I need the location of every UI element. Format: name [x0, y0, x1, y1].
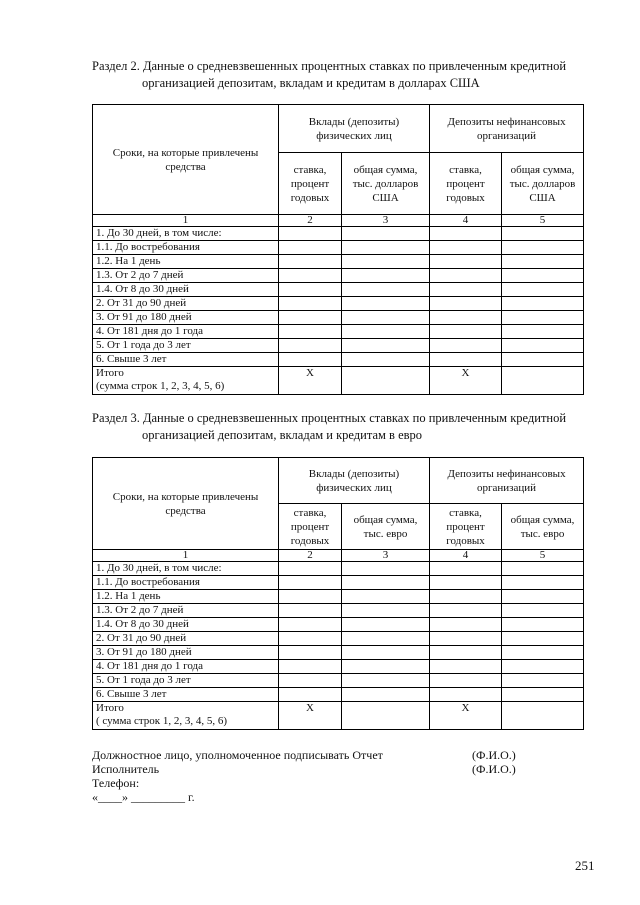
column-number: 2	[279, 215, 342, 227]
rate-header: ставка, процент годовых	[279, 504, 342, 550]
empty-cell	[430, 227, 502, 241]
table-row	[93, 576, 584, 590]
column-number: 1	[93, 215, 279, 227]
empty-cell	[279, 339, 342, 353]
row-label: 3. От 91 до 180 дней	[93, 311, 279, 325]
empty-cell	[430, 283, 502, 297]
row-label: 6. Свыше 3 лет	[93, 688, 279, 702]
empty-cell	[430, 297, 502, 311]
table-row	[93, 269, 584, 283]
empty-cell	[342, 227, 430, 241]
total-sum-header: общая сумма, тыс. евро	[502, 504, 584, 550]
group-individuals-header: Вклады (депозиты) физических лиц	[279, 105, 430, 153]
empty-cell	[279, 590, 342, 604]
row-label: 1.2. На 1 день	[93, 590, 279, 604]
table-row	[93, 311, 584, 325]
column-number: 1	[93, 550, 279, 562]
empty-cell	[430, 646, 502, 660]
empty-cell	[279, 241, 342, 255]
empty-cell	[342, 297, 430, 311]
row-label: 1.3. От 2 до 7 дней	[93, 604, 279, 618]
empty-cell	[279, 618, 342, 632]
row-label: 4. От 181 дня до 1 года	[93, 660, 279, 674]
empty-cell	[342, 353, 430, 367]
total-sum-header: общая сумма, тыс. долларов США	[342, 153, 430, 215]
empty-cell	[279, 255, 342, 269]
empty-cell	[279, 269, 342, 283]
row-label: 5. От 1 года до 3 лет	[93, 339, 279, 353]
column-numbers-row	[93, 550, 584, 562]
empty-cell	[342, 604, 430, 618]
total-label-line1: Итого	[96, 702, 124, 714]
col-terms-header: Сроки, на которые привлечены средства	[93, 458, 279, 550]
empty-cell	[430, 269, 502, 283]
empty-cell	[279, 576, 342, 590]
empty-cell	[502, 283, 584, 297]
group-nonfinancial-header: Депозиты нефинансовых организаций	[430, 458, 584, 504]
empty-cell	[279, 353, 342, 367]
column-number: 5	[502, 215, 584, 227]
empty-cell	[502, 311, 584, 325]
row-label: 1.1. До востребования	[93, 241, 279, 255]
empty-cell	[342, 646, 430, 660]
empty-cell	[342, 674, 430, 688]
table-row	[93, 674, 584, 688]
total-row	[93, 702, 584, 730]
rate-header: ставка, процент годовых	[279, 153, 342, 215]
page-number: 251	[575, 858, 595, 873]
empty-cell	[430, 632, 502, 646]
table-row	[93, 297, 584, 311]
empty-cell	[502, 632, 584, 646]
empty-cell	[502, 590, 584, 604]
phone-label: Телефон:	[92, 776, 140, 790]
empty-cell	[279, 660, 342, 674]
table-row	[93, 646, 584, 660]
total-sum-header: общая сумма, тыс. долларов США	[502, 153, 584, 215]
empty-cell	[502, 353, 584, 367]
total-label	[93, 702, 279, 730]
group-individuals-header: Вклады (депозиты) физических лиц	[279, 458, 430, 504]
empty-cell	[502, 339, 584, 353]
table-row	[93, 255, 584, 269]
empty-cell	[279, 688, 342, 702]
total-rate-mark: X	[430, 702, 502, 730]
empty-cell	[279, 227, 342, 241]
section3-title-line1: Раздел 3. Данные о средневзвешенных процентных ставках по привлеченным кредитной	[92, 411, 567, 425]
empty-cell	[502, 688, 584, 702]
empty-cell	[430, 688, 502, 702]
empty-cell	[502, 576, 584, 590]
empty-cell	[279, 562, 342, 576]
empty-cell	[502, 241, 584, 255]
empty-cell	[279, 632, 342, 646]
empty-cell	[502, 646, 584, 660]
empty-cell	[342, 283, 430, 297]
empty-cell	[502, 604, 584, 618]
empty-cell	[342, 325, 430, 339]
row-label: 1.2. На 1 день	[93, 255, 279, 269]
total-sum-cell	[502, 367, 584, 395]
total-label-line1: Итого	[96, 367, 124, 379]
empty-cell	[430, 660, 502, 674]
section3-heading	[92, 410, 602, 444]
executor-label: Исполнитель	[92, 762, 160, 776]
group-nonfinancial-header: Депозиты нефинансовых организаций	[430, 105, 584, 153]
column-number: 4	[430, 550, 502, 562]
col-terms-header: Сроки, на которые привлечены средства	[93, 105, 279, 215]
rate-header: ставка, процент годовых	[430, 153, 502, 215]
empty-cell	[502, 269, 584, 283]
table-row	[93, 339, 584, 353]
row-label: 2. От 31 до 90 дней	[93, 632, 279, 646]
empty-cell	[342, 660, 430, 674]
empty-cell	[502, 660, 584, 674]
empty-cell	[502, 618, 584, 632]
empty-cell	[502, 255, 584, 269]
table-row	[93, 604, 584, 618]
empty-cell	[430, 353, 502, 367]
empty-cell	[502, 227, 584, 241]
empty-cell	[430, 576, 502, 590]
empty-cell	[342, 632, 430, 646]
table-row	[93, 660, 584, 674]
empty-cell	[502, 297, 584, 311]
row-label: 1.4. От 8 до 30 дней	[93, 618, 279, 632]
executor-fio: (Ф.И.О.)	[472, 762, 516, 776]
table-row	[93, 353, 584, 367]
empty-cell	[279, 604, 342, 618]
row-label: 2. От 31 до 90 дней	[93, 297, 279, 311]
table-row	[93, 618, 584, 632]
empty-cell	[430, 562, 502, 576]
empty-cell	[279, 283, 342, 297]
row-label: 1. До 30 дней, в том числе:	[93, 562, 279, 576]
table-row	[93, 325, 584, 339]
total-rate-mark: X	[279, 702, 342, 730]
official-label: Должностное лицо, уполномоченное подписывать Отчет	[92, 748, 383, 762]
empty-cell	[279, 297, 342, 311]
empty-cell	[342, 255, 430, 269]
table-row	[93, 227, 584, 241]
section2-title-line1: Раздел 2. Данные о средневзвешенных процентных ставках по привлеченным кредитной	[92, 59, 567, 73]
total-sum-header: общая сумма, тыс. евро	[342, 504, 430, 550]
rate-header: ставка, процент годовых	[430, 504, 502, 550]
total-rate-mark: X	[279, 367, 342, 395]
table-row	[93, 562, 584, 576]
table-row	[93, 632, 584, 646]
total-rate-mark: X	[430, 367, 502, 395]
row-label: 1. До 30 дней, в том числе:	[93, 227, 279, 241]
empty-cell	[342, 688, 430, 702]
empty-cell	[279, 325, 342, 339]
empty-cell	[430, 674, 502, 688]
total-sum-cell	[342, 702, 430, 730]
column-number: 5	[502, 550, 584, 562]
empty-cell	[279, 646, 342, 660]
total-sum-cell	[342, 367, 430, 395]
total-label-line2: ( сумма строк 1, 2, 3, 4, 5, 6)	[96, 715, 228, 727]
date-line: «____» _________ г.	[92, 790, 195, 804]
fio-block	[472, 748, 516, 776]
empty-cell	[342, 241, 430, 255]
empty-cell	[430, 311, 502, 325]
empty-cell	[430, 325, 502, 339]
empty-cell	[342, 618, 430, 632]
empty-cell	[342, 269, 430, 283]
table-row	[93, 590, 584, 604]
empty-cell	[342, 590, 430, 604]
column-number: 2	[279, 550, 342, 562]
table-row	[93, 688, 584, 702]
table-row	[93, 283, 584, 297]
section3-table	[92, 457, 584, 730]
total-row	[93, 367, 584, 395]
empty-cell	[430, 590, 502, 604]
empty-cell	[279, 674, 342, 688]
row-label: 1.4. От 8 до 30 дней	[93, 283, 279, 297]
empty-cell	[430, 241, 502, 255]
total-label-line2: (сумма строк 1, 2, 3, 4, 5, 6)	[96, 380, 225, 392]
empty-cell	[502, 562, 584, 576]
empty-cell	[342, 576, 430, 590]
row-label: 1.3. От 2 до 7 дней	[93, 269, 279, 283]
total-label	[93, 367, 279, 395]
section2-title-line2: организацией депозитам, вкладам и кредитам в долларах США	[142, 76, 480, 90]
column-number: 3	[342, 215, 430, 227]
empty-cell	[342, 339, 430, 353]
row-label: 1.1. До востребования	[93, 576, 279, 590]
table-row	[93, 241, 584, 255]
empty-cell	[502, 674, 584, 688]
column-number: 4	[430, 215, 502, 227]
row-label: 5. От 1 года до 3 лет	[93, 674, 279, 688]
section3-title-line2: организацией депозитам, вкладам и кредитам в евро	[142, 428, 423, 442]
empty-cell	[279, 311, 342, 325]
row-label: 6. Свыше 3 лет	[93, 353, 279, 367]
official-fio: (Ф.И.О.)	[472, 748, 516, 762]
empty-cell	[342, 311, 430, 325]
empty-cell	[430, 604, 502, 618]
empty-cell	[342, 562, 430, 576]
total-sum-cell	[502, 702, 584, 730]
section2-table	[92, 104, 584, 395]
column-numbers-row	[93, 215, 584, 227]
section2-heading	[92, 58, 602, 92]
column-number: 3	[342, 550, 430, 562]
signature-block	[92, 748, 383, 804]
empty-cell	[430, 255, 502, 269]
empty-cell	[502, 325, 584, 339]
empty-cell	[430, 339, 502, 353]
empty-cell	[430, 618, 502, 632]
row-label: 4. От 181 дня до 1 года	[93, 325, 279, 339]
row-label: 3. От 91 до 180 дней	[93, 646, 279, 660]
